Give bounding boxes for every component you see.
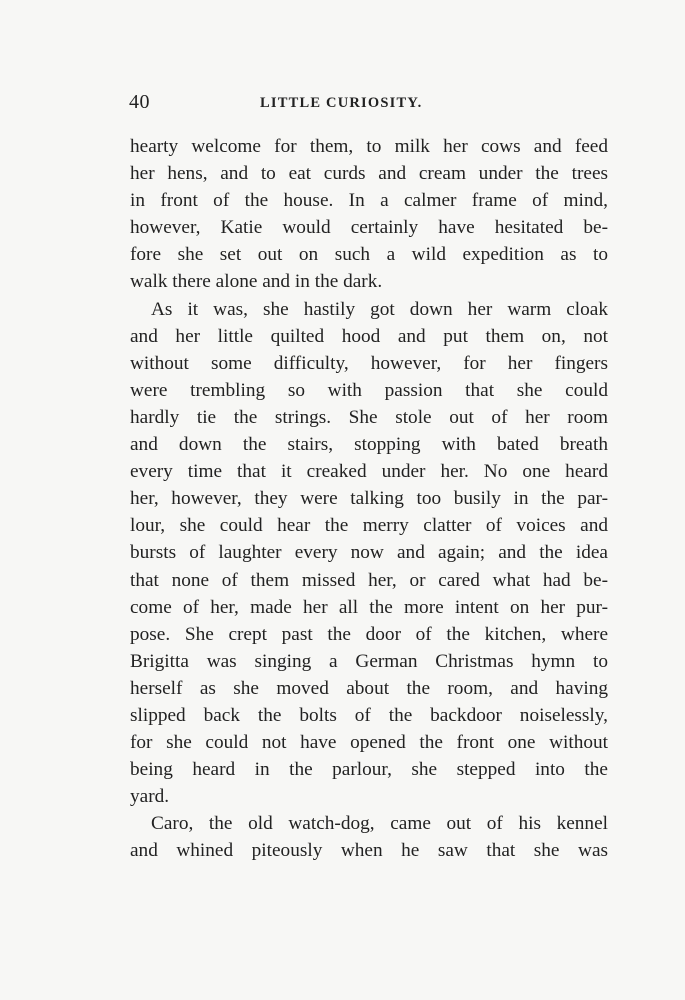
text-line: her, however, they were talking too busily in the par- (130, 488, 608, 510)
text-line: in front of the house. In a calmer frame of mind, (130, 190, 608, 212)
text-line: hardly tie the strings. She stole out of her room (130, 406, 608, 428)
text-line: As it was, she hastily got down her warm cloak (151, 298, 608, 320)
text-line: lour, she could hear the merry clatter of voices and (130, 515, 608, 537)
text-line: however, Katie would certainly have hesitated be- (130, 217, 608, 239)
text-line: come of her, made her all the more intent on her pur- (130, 596, 608, 618)
body-text (130, 133, 608, 865)
text-line: being heard in the parlour, she stepped into the (130, 759, 608, 781)
text-line: her hens, and to eat curds and cream under the trees (130, 163, 608, 185)
text-line: herself as she moved about the room, and having (130, 677, 608, 699)
text-line: and whined piteously when he saw that she was (130, 840, 608, 862)
text-line: hearty welcome for them, to milk her cows and feed (130, 136, 608, 157)
text-line: Brigitta was singing a German Christmas hymn to (130, 650, 608, 672)
text-line: were trembling so with passion that she could (130, 379, 608, 401)
text-line: walk there alone and in the dark. (130, 271, 383, 293)
text-line: that none of them missed her, or cared what had be- (130, 569, 608, 591)
text-line: for she could not have opened the front one without (130, 732, 608, 754)
text-line: bursts of laughter every now and again; and the idea (130, 542, 608, 564)
text-line: every time that it creaked under her. No one heard (130, 461, 608, 483)
text-line: fore she set out on such a wild expedition as to (130, 244, 608, 266)
text-line: slipped back the bolts of the backdoor noiselessly, (130, 704, 608, 726)
text-line: Caro, the old watch-dog, came out of his kennel (151, 813, 608, 835)
running-title: LITTLE CURIOSITY. (260, 95, 423, 111)
text-line: pose. She crept past the door of the kitchen, where (130, 623, 608, 645)
text-line: without some difficulty, however, for her fingers (130, 352, 608, 374)
text-line: and her little quilted hood and put them on, not (130, 325, 608, 347)
text-line: and down the stairs, stopping with bated breath (130, 434, 608, 456)
text-line: yard. (130, 786, 170, 808)
page-number: 40 (129, 91, 150, 113)
